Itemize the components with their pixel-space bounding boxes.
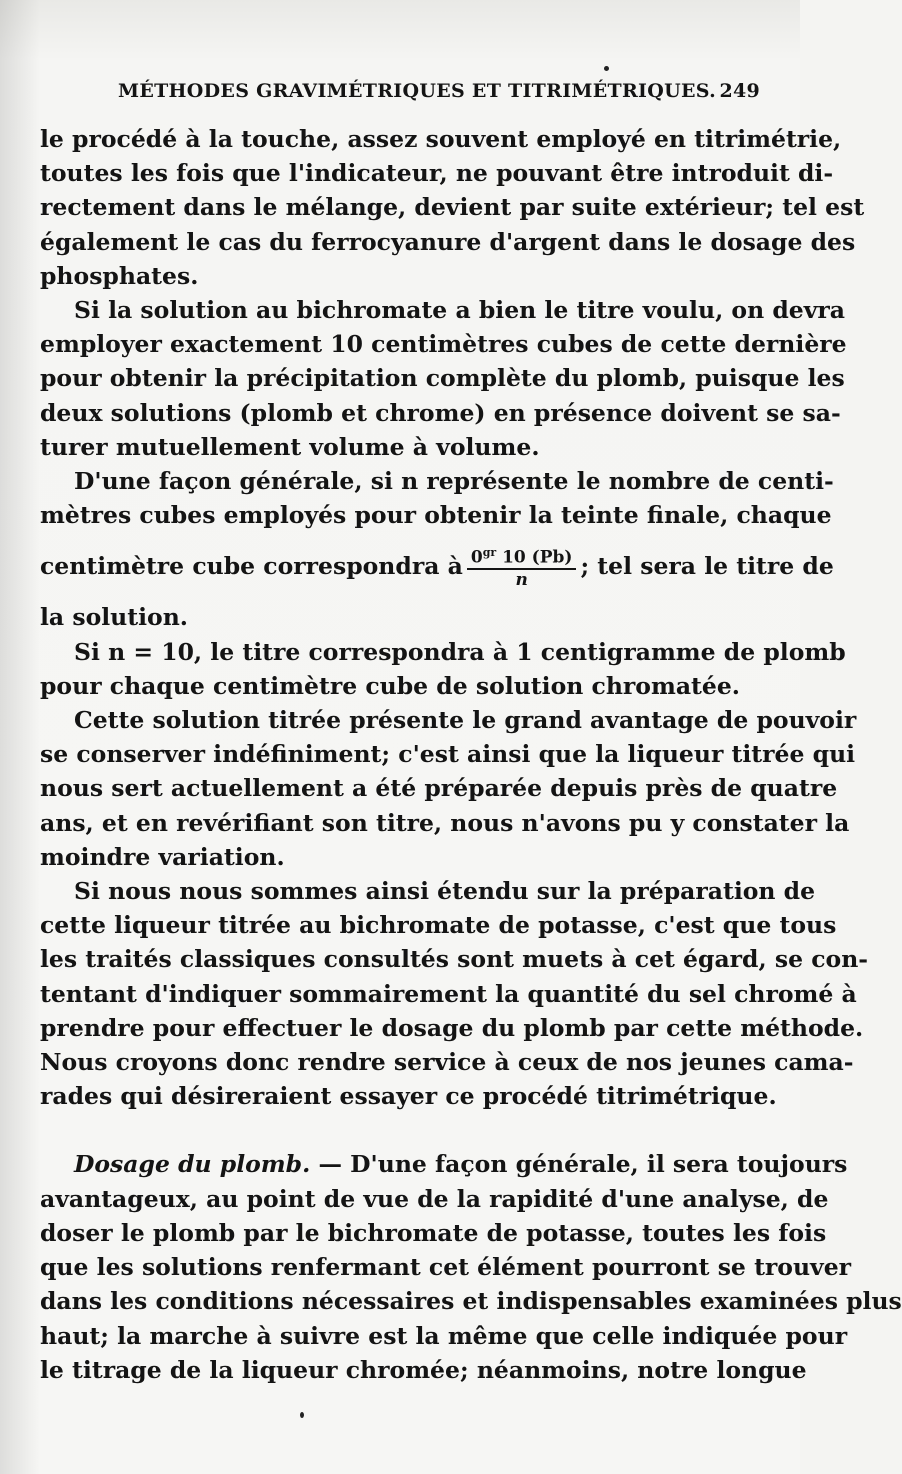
numerator-quantity: 10 (Pb) (496, 547, 573, 568)
paragraph-6 (40, 874, 869, 1113)
numerator-value: 0 (470, 547, 483, 568)
text-line: les traités classiques consultés sont muets à cet égard, se con- (40, 945, 869, 974)
text-line: turer mutuellement volume à volume. (40, 432, 540, 461)
text-line: Si nous nous sommes ainsi étendu sur la préparation de (74, 877, 816, 906)
paragraph-1 (40, 122, 865, 293)
text-line: se conserver indéfiniment; c'est ainsi que la liqueur titrée qui (40, 740, 856, 769)
fraction (467, 543, 577, 590)
fraction-denominator: n (515, 569, 528, 590)
paragraph-4 (40, 635, 846, 703)
text-line: moindre variation. (40, 842, 285, 871)
section-lead-title: Dosage du plomb. (74, 1150, 311, 1179)
text-line: que les solutions renfermant cet élément pourront se trouver (40, 1253, 852, 1282)
numerator-unit: gr (482, 546, 497, 560)
text-line: phosphates. (40, 261, 199, 290)
text-line: le titrage de la liqueur chromée; néanmoins, notre longue (40, 1355, 807, 1384)
text-line: D'une façon générale, si n représente le nombre de centi- (74, 467, 834, 496)
text-line: Nous croyons donc rendre service à ceux de nos jeunes cama- (40, 1048, 854, 1077)
paragraph-5 (40, 703, 857, 874)
fraction-numerator (467, 543, 577, 570)
text-line: rades qui désireraient essayer ce procédé titrimétrique. (40, 1082, 777, 1111)
ink-speck (604, 66, 609, 71)
paragraph-7 (40, 1147, 902, 1386)
text-line: tentant d'indiquer sommairement la quantité du sel chromé à (40, 979, 857, 1008)
fraction-before-text: centimètre cube correspondra à (40, 552, 463, 581)
running-title: MÉTHODES GRAVIMÉTRIQUES ET TITRIMÉTRIQUES. (118, 80, 716, 102)
text-line: le procédé à la touche, assez souvent employé en titrimétrie, (40, 125, 842, 153)
fraction-line (40, 532, 834, 600)
text-line: dans les conditions nécessaires et indispensables examinées plus (40, 1287, 902, 1316)
text-line: employer exactement 10 centimètres cubes de cette dernière (40, 330, 847, 359)
text-line: rectement dans le mélange, devient par suite extérieur; tel est (40, 193, 865, 222)
text-line: la solution. (40, 603, 188, 632)
text-line: ans, et en revérifiant son titre, nous n'avons pu y constater la (40, 808, 850, 837)
text-line: mètres cubes employés pour obtenir la teinte finale, chaque (40, 501, 832, 530)
text-line: prendre pour effectuer le dosage du plomb par cette méthode. (40, 1013, 864, 1042)
running-header (118, 80, 760, 102)
text-line: deux solutions (plomb et chrome) en présence doivent se sa- (40, 398, 841, 427)
text-line: avantageux, au point de vue de la rapidité d'une analyse, de (40, 1184, 829, 1213)
text-line: haut; la marche à suivre est la même que celle indiquée pour (40, 1321, 848, 1350)
text-line: Si n = 10, le titre correspondra à 1 centigramme de plomb (74, 637, 846, 666)
section-gap (40, 1113, 756, 1147)
paragraph-2 (40, 293, 847, 464)
text-line: Si la solution au bichromate a bien le titre voulu, on devra (74, 296, 846, 325)
section-lead-rest: — D'une façon générale, il sera toujours (310, 1150, 848, 1179)
fraction-after-text: ; tel sera le titre de (580, 552, 834, 581)
text-line: également le cas du ferrocyanure d'argent dans le dosage des (40, 227, 856, 256)
text-line (40, 1147, 848, 1181)
text-line: doser le plomb par le bichromate de potasse, toutes les fois (40, 1218, 827, 1247)
text-line: pour chaque centimètre cube de solution chromatée. (40, 671, 740, 700)
text-line: toutes les fois que l'indicateur, ne pouvant être introduit di- (40, 159, 834, 188)
page-number: 249 (719, 80, 760, 102)
text-line: pour obtenir la précipitation complète du plomb, puisque les (40, 364, 845, 393)
paragraph-3 (40, 464, 834, 635)
ink-speck (300, 1412, 304, 1418)
text-line: cette liqueur titrée au bichromate de potasse, c'est que tous (40, 911, 837, 940)
body-text (40, 122, 902, 1387)
text-line: Cette solution titrée présente le grand avantage de pouvoir (74, 706, 857, 735)
text-line: nous sert actuellement a été préparée depuis près de quatre (40, 774, 838, 803)
